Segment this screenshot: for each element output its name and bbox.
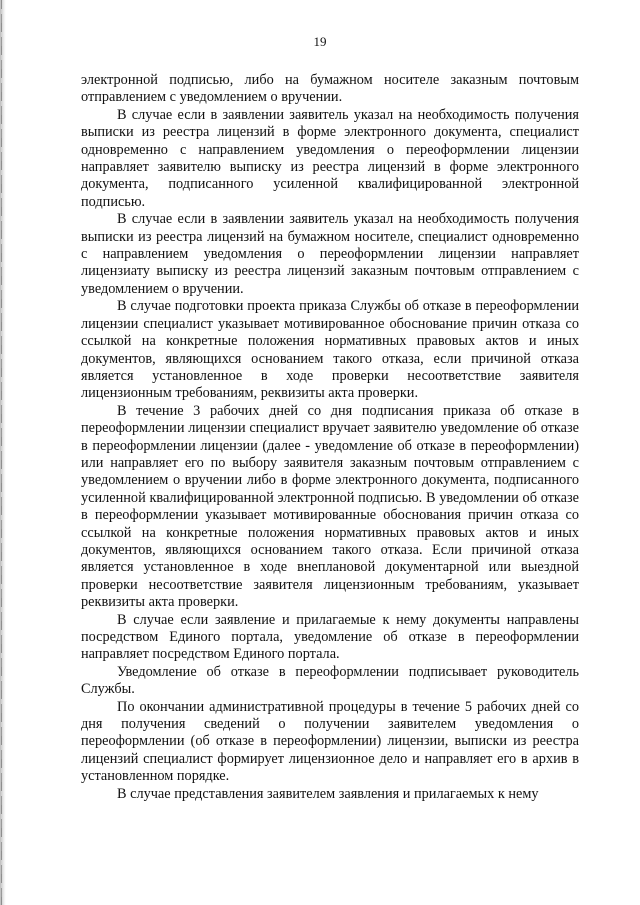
paragraph-refusal-notice: В течение 3 рабочих дней со дня подписания приказа об отказе в переоформлении лицензии специалист вручает заявителю уведомление об отказе в переоформлении лицензии (далее - уведомление об отказе в переоформлении) или направляет его по выбору заявителя заказным почтовым отправлением с уведомлением о вручении либо в форме электронного документа, подписанного усиленной квалифицированной электронной подписью. В уведомлении об отказе в переоформлении указывает мотивированные обоснования причин отказа со ссылкой на конкретные положения нормативных правовых актов и иных документов, являющихся основанием такого отказа. Если причиной отказа является установленное в ходе внеплановой документарной или выездной проверки несоответствие заявителя лицензионным требованиям, указывает реквизиты акта проверки.	[81, 402, 579, 611]
paragraph-refusal-order-draft: В случае подготовки проекта приказа Службы об отказе в переоформлении лицензии специалист указывает мотивированное обоснование причин отказа со ссылкой на конкретные положения нормативных правовых актов и иных документов, являющихся основанием такого отказа, если причиной отказа является установленное в ходе проверки несоответствие заявителя лицензионным требованиям, реквизиты акта проверки.	[81, 298, 579, 402]
paragraph-paper-extract: В случае если в заявлении заявитель указал на необходимость получения выписки из реестра лицензий на бумажном носителе, специалист одновременно с направлением уведомления о переоформлении лицензии направляет лицензиату выписку из реестра лицензий заказным почтовым отправлением с уведомлением о вручении.	[81, 211, 579, 297]
page-number: 19	[313, 34, 327, 49]
paragraph-electronic-extract: В случае если в заявлении заявитель указал на необходимость получения выписки из реестра лицензий в форме электронного документа, специалист одновременно с направлением уведомления о переоформлении лицензии направляет заявителю выписку из реестра лицензий в форме электронного документа, подписанного усиленной квалифицированной электронной подписью.	[81, 106, 579, 210]
paragraph-notice-signature: Уведомление об отказе в переоформлении подписывает руководитель Службы.	[81, 663, 579, 698]
paragraph-single-portal: В случае если заявление и прилагаемые к нему документы направлены посредством Единого портала, уведомление об отказе в переоформлении направляет посредством Единого портала.	[81, 611, 579, 663]
document-body	[81, 72, 579, 803]
paragraph-continuation: электронной подписью, либо на бумажном носителе заказным почтовым отправлением с уведомлением о вручении.	[81, 72, 579, 106]
paragraph-submission: В случае представления заявителем заявления и прилагаемых к нему	[117, 785, 539, 802]
scan-edge	[0, 0, 6, 905]
paragraph-license-file: По окончании административной процедуры в течение 5 рабочих дней со дня получения сведений о получении заявителем уведомления о переоформлении (об отказе в переоформлении) лицензии, выписки из реестра лицензий специалист формирует лицензионное дело и направляет его в архив в установленном порядке.	[81, 698, 579, 785]
